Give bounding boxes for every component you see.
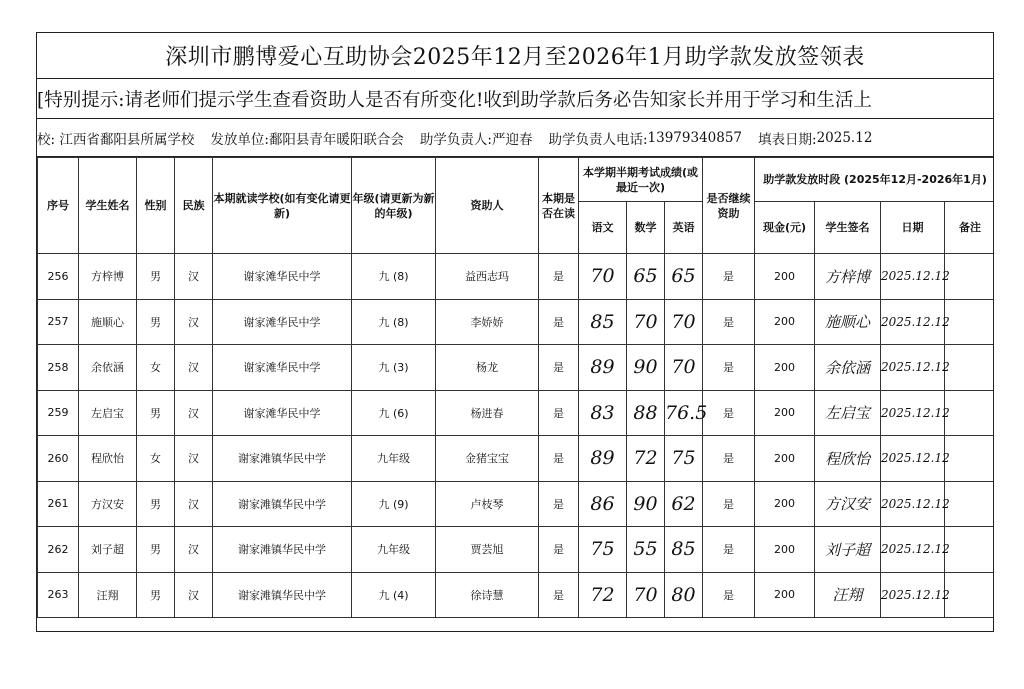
cell-name: 刘子超 xyxy=(79,527,137,573)
cell-gender: 女 xyxy=(137,345,175,391)
cell-chinese: 86 xyxy=(579,481,627,527)
table-row xyxy=(38,527,995,573)
table-row xyxy=(38,572,995,618)
cell-sponsor: 李娇娇 xyxy=(436,299,539,345)
cell-continue: 是 xyxy=(703,390,755,436)
header-continue: 是否继续资助 xyxy=(703,158,755,254)
header-enrolled: 本期是否在读 xyxy=(539,158,579,254)
cell-continue: 是 xyxy=(703,345,755,391)
cell-english: 65 xyxy=(665,254,703,300)
cell-grade: 九 (8) xyxy=(352,254,436,300)
cell-date: 2025.12.12 xyxy=(881,390,945,436)
cell-date: 2025.12.12 xyxy=(881,299,945,345)
cell-english: 75 xyxy=(665,436,703,482)
cell-math: 65 xyxy=(627,254,665,300)
cell-sponsor: 金猪宝宝 xyxy=(436,436,539,482)
cell-name: 余依涵 xyxy=(79,345,137,391)
cell-remarks xyxy=(945,254,994,300)
unit-value: 鄱阳县青年暖阳联合会 xyxy=(268,131,404,148)
cell-signature: 余依涵 xyxy=(815,345,881,391)
cell-continue: 是 xyxy=(703,254,755,300)
cell-grade: 九 (8) xyxy=(352,299,436,345)
cell-name: 程欣怡 xyxy=(79,436,137,482)
title-text: 深圳市鹏博爱心互助协会2025年12月至2026年1月助学款发放签领表 xyxy=(165,45,865,70)
cell-sponsor: 卢枝琴 xyxy=(436,481,539,527)
cell-cash: 200 xyxy=(755,254,815,300)
cell-chinese: 89 xyxy=(579,345,627,391)
phone-value: 13979340857 xyxy=(647,129,743,146)
cell-continue: 是 xyxy=(703,299,755,345)
cell-remarks xyxy=(945,345,994,391)
cell-cash: 200 xyxy=(755,527,815,573)
cell-math: 90 xyxy=(627,345,665,391)
table-row xyxy=(38,254,995,300)
cell-chinese: 72 xyxy=(579,572,627,618)
cell-chinese: 89 xyxy=(579,436,627,482)
cell-no: 263 xyxy=(38,572,79,618)
cell-cash: 200 xyxy=(755,436,815,482)
cell-signature: 汪翔 xyxy=(815,572,881,618)
cell-ethnicity: 汉 xyxy=(175,390,213,436)
cell-grade: 九 (9) xyxy=(352,481,436,527)
cell-gender: 男 xyxy=(137,527,175,573)
cell-grade: 九 (6) xyxy=(352,390,436,436)
cell-gender: 女 xyxy=(137,436,175,482)
contact-label: 助学负责人: xyxy=(419,131,492,148)
header-math: 数学 xyxy=(627,202,665,254)
cell-enrolled: 是 xyxy=(539,345,579,391)
cell-date: 2025.12.12 xyxy=(881,254,945,300)
cell-math: 70 xyxy=(627,299,665,345)
cell-sponsor: 益西志玛 xyxy=(436,254,539,300)
cell-sponsor: 杨龙 xyxy=(436,345,539,391)
notice-text: [特别提示:请老师们提示学生查看资助人是否有所变化!收到助学款后务必告知家长并用于学习和生活上 xyxy=(37,89,872,111)
cell-remarks xyxy=(945,390,994,436)
cell-continue: 是 xyxy=(703,527,755,573)
cell-school: 谢家滩华民中学 xyxy=(213,390,352,436)
cell-signature: 左启宝 xyxy=(815,390,881,436)
table-row xyxy=(38,390,995,436)
header-school: 本期就读学校(如有变化请更新) xyxy=(213,158,352,254)
cell-name: 左启宝 xyxy=(79,390,137,436)
header-date: 日期 xyxy=(881,202,945,254)
cell-continue: 是 xyxy=(703,436,755,482)
cell-school: 谢家滩华民中学 xyxy=(213,254,352,300)
cell-date: 2025.12.12 xyxy=(881,345,945,391)
cell-no: 259 xyxy=(38,390,79,436)
header-scores: 本学期半期考试成绩(或最近一次) xyxy=(579,158,703,202)
cell-date: 2025.12.12 xyxy=(881,436,945,482)
header-english: 英语 xyxy=(665,202,703,254)
cell-ethnicity: 汉 xyxy=(175,436,213,482)
date-label: 填表日期: xyxy=(758,131,817,148)
header-grade: 年级(请更新为新的年级) xyxy=(352,158,436,254)
header-name: 学生姓名 xyxy=(79,158,137,254)
cell-remarks xyxy=(945,572,994,618)
cell-school: 谢家滩镇华民中学 xyxy=(213,572,352,618)
phone-label: 助学负责人电话: xyxy=(548,131,648,148)
cell-math: 88 xyxy=(627,390,665,436)
cell-cash: 200 xyxy=(755,481,815,527)
cell-english: 70 xyxy=(665,299,703,345)
info-line xyxy=(37,119,993,157)
header-cash: 现金(元) xyxy=(755,202,815,254)
cell-signature: 刘子超 xyxy=(815,527,881,573)
cell-school: 谢家滩镇华民中学 xyxy=(213,527,352,573)
cell-enrolled: 是 xyxy=(539,481,579,527)
cell-gender: 男 xyxy=(137,572,175,618)
cell-ethnicity: 汉 xyxy=(175,345,213,391)
cell-school: 谢家滩华民中学 xyxy=(213,299,352,345)
form-title xyxy=(37,33,993,79)
cell-remarks xyxy=(945,436,994,482)
cell-english: 80 xyxy=(665,572,703,618)
cell-signature: 方梓博 xyxy=(815,254,881,300)
cell-no: 260 xyxy=(38,436,79,482)
cell-name: 施顺心 xyxy=(79,299,137,345)
cell-remarks xyxy=(945,527,994,573)
cell-enrolled: 是 xyxy=(539,299,579,345)
unit-label: 发放单位: xyxy=(210,131,269,148)
cell-math: 55 xyxy=(627,527,665,573)
cell-english: 70 xyxy=(665,345,703,391)
cell-no: 261 xyxy=(38,481,79,527)
header-no: 序号 xyxy=(38,158,79,254)
table-row xyxy=(38,436,995,482)
cell-continue: 是 xyxy=(703,481,755,527)
cell-cash: 200 xyxy=(755,572,815,618)
cell-chinese: 75 xyxy=(579,527,627,573)
cell-enrolled: 是 xyxy=(539,572,579,618)
cell-continue: 是 xyxy=(703,572,755,618)
cell-enrolled: 是 xyxy=(539,436,579,482)
table-row xyxy=(38,481,995,527)
header-chinese: 语文 xyxy=(579,202,627,254)
date-value: 2025.12 xyxy=(816,129,873,146)
cell-ethnicity: 汉 xyxy=(175,254,213,300)
header-sponsor: 资助人 xyxy=(436,158,539,254)
cell-no: 262 xyxy=(38,527,79,573)
cell-cash: 200 xyxy=(755,390,815,436)
cell-no: 258 xyxy=(38,345,79,391)
cell-chinese: 83 xyxy=(579,390,627,436)
cell-grade: 九年级 xyxy=(352,527,436,573)
table-row xyxy=(38,345,995,391)
cell-sponsor: 徐诗慧 xyxy=(436,572,539,618)
cell-ethnicity: 汉 xyxy=(175,572,213,618)
special-notice xyxy=(37,79,993,119)
cell-sponsor: 杨进春 xyxy=(436,390,539,436)
cell-remarks xyxy=(945,481,994,527)
cell-english: 76.5 xyxy=(665,390,703,436)
cell-remarks xyxy=(945,299,994,345)
cell-signature: 施顺心 xyxy=(815,299,881,345)
cell-school: 谢家滩华民中学 xyxy=(213,345,352,391)
cell-name: 方梓博 xyxy=(79,254,137,300)
cell-no: 257 xyxy=(38,299,79,345)
cell-math: 90 xyxy=(627,481,665,527)
cell-chinese: 70 xyxy=(579,254,627,300)
cell-ethnicity: 汉 xyxy=(175,299,213,345)
cell-school: 谢家滩镇华民中学 xyxy=(213,481,352,527)
contact-value: 严迎春 xyxy=(491,131,533,148)
cell-gender: 男 xyxy=(137,390,175,436)
cell-grade: 九 (3) xyxy=(352,345,436,391)
cell-sponsor: 贾芸旭 xyxy=(436,527,539,573)
cell-enrolled: 是 xyxy=(539,390,579,436)
cell-ethnicity: 汉 xyxy=(175,527,213,573)
cell-signature: 方汉安 xyxy=(815,481,881,527)
cell-cash: 200 xyxy=(755,299,815,345)
form-sheet xyxy=(36,32,994,632)
cell-cash: 200 xyxy=(755,345,815,391)
cell-chinese: 85 xyxy=(579,299,627,345)
header-gender: 性别 xyxy=(137,158,175,254)
header-signature: 学生签名 xyxy=(815,202,881,254)
cell-grade: 九年级 xyxy=(352,436,436,482)
cell-date: 2025.12.12 xyxy=(881,572,945,618)
cell-gender: 男 xyxy=(137,481,175,527)
table-row xyxy=(38,299,995,345)
cell-enrolled: 是 xyxy=(539,254,579,300)
header-period: 助学款发放时段 (2025年12月-2026年1月) xyxy=(755,158,994,202)
cell-no: 256 xyxy=(38,254,79,300)
cell-grade: 九 (4) xyxy=(352,572,436,618)
cell-gender: 男 xyxy=(137,254,175,300)
aid-table xyxy=(37,157,994,618)
cell-math: 70 xyxy=(627,572,665,618)
cell-date: 2025.12.12 xyxy=(881,527,945,573)
cell-ethnicity: 汉 xyxy=(175,481,213,527)
cell-english: 62 xyxy=(665,481,703,527)
cell-signature: 程欣怡 xyxy=(815,436,881,482)
cell-date: 2025.12.12 xyxy=(881,481,945,527)
header-ethnicity: 民族 xyxy=(175,158,213,254)
cell-name: 汪翔 xyxy=(79,572,137,618)
cell-enrolled: 是 xyxy=(539,527,579,573)
cell-gender: 男 xyxy=(137,299,175,345)
header-remarks: 备注 xyxy=(945,202,994,254)
cell-school: 谢家滩镇华民中学 xyxy=(213,436,352,482)
cell-name: 方汉安 xyxy=(79,481,137,527)
cell-english: 85 xyxy=(665,527,703,573)
school-info: 校: 江西省鄱阳县所属学校 xyxy=(37,131,195,148)
cell-math: 72 xyxy=(627,436,665,482)
